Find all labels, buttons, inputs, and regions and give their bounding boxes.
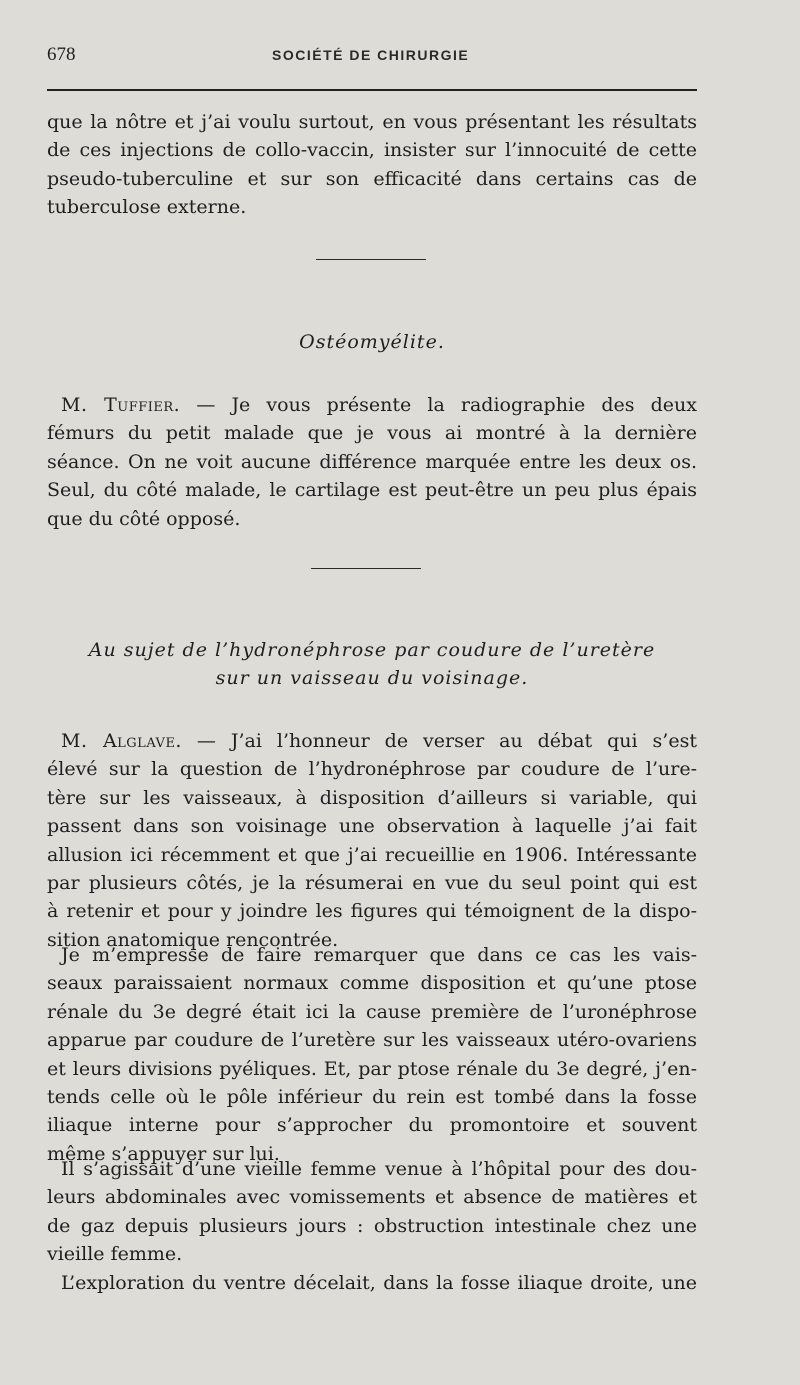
text-line: séance. On ne voit aucune différence marquée entre les deux os. [47,450,697,473]
tuffier-paragraph [47,391,697,533]
text-line: M. Tuffier. — Je vous présente la radiographie des deux [61,394,698,416]
header-rule [47,89,697,91]
text-line: élevé sur la question de l’hydronéphrose par coudure de l’ure- [47,758,697,781]
text-line: à retenir et pour y joindre les figures qui témoignent de la dispo- [47,900,697,923]
alglave-paragraph-1 [47,727,697,954]
text-line: L’exploration du ventre décelait, dans la fosse iliaque droite, une [61,1272,697,1294]
section-title-osteomyelite: Ostéomyélite. [299,331,445,353]
text-line: passent dans son voisinage une observation à laquelle j’ai fait [47,815,697,838]
section-title-line: sur un vaisseau du voisinage. [215,667,529,689]
alglave-paragraph-3 [47,1155,697,1269]
text-line: Il s’agissait d’une vieille femme venue à l’hôpital pour des dou- [61,1158,697,1180]
text-line: pseudo-tuberculine et sur son efficacité dans certains cas de [47,167,697,190]
intro-paragraph [47,108,697,222]
text-line: et leurs divisions pyéliques. Et, par ptose rénale du 3e degré, j’en- [47,1057,697,1080]
text-line: même s’appuyer sur lui. [47,1142,280,1165]
section-title-line: Au sujet de l’hydronéphrose par coudure de l’uretère [88,639,656,661]
text-line: sition anatomique rencontrée. [47,928,339,951]
section-divider [316,259,426,260]
text-line: de ces injections de collo-vaccin, insister sur l’innocuité de cette [47,139,697,162]
speaker-name: M. Tuffier. [61,394,181,416]
text-line: vieille femme. [47,1243,183,1266]
text-line: fémurs du petit malade que je vous ai montré à la dernière [47,422,697,445]
text-line: rénale du 3e degré était ici la cause première de l’uronéphrose [47,1000,697,1023]
text-line: par plusieurs côtés, je la résumerai en vue du seul point qui est [47,872,697,895]
text-line: tends celle où le pôle inférieur du rein est tombé dans la fosse [47,1086,697,1109]
text-line: leurs abdominales avec vomissements et absence de matières et [47,1186,697,1209]
text-line: Seul, du côté malade, le cartilage est peut-être un peu plus épais [47,479,697,502]
text-line: seaux paraissaient normaux comme disposition et qu’une ptose [47,972,697,995]
running-head [47,44,697,72]
text-line: iliaque interne pour s’approcher du promontoire et souvent [47,1114,697,1137]
journal-title: SOCIÉTÉ DE CHIRURGIE [272,47,470,63]
alglave-paragraph-2 [47,941,697,1168]
text-line: tère sur les vaisseaux, à disposition d’ailleurs si variable, qui [47,786,697,809]
text-line: que du côté opposé. [47,507,241,530]
page-number: 678 [47,44,76,65]
section-divider [311,568,421,569]
text-line: que la nôtre et j’ai voulu surtout, en vous présentant les résultats [47,111,697,133]
text-line: M. Alglave. — J’ai l’honneur de verser au débat qui s’est [61,730,697,752]
text-line: tuberculose externe. [47,196,247,219]
text-line: allusion ici récemment et que j’ai recueillie en 1906. Intéressante [47,843,697,866]
alglave-paragraph-4 [47,1269,697,1297]
text-line: apparue par coudure de l’uretère sur les vaisseaux utéro-ovariens [47,1029,697,1052]
speaker-name: M. Alglave. [61,730,182,752]
section-title-hydronephrose [47,636,697,692]
text-line: de gaz depuis plusieurs jours : obstruction intestinale chez une [47,1214,697,1237]
text-line: Je m’empresse de faire remarquer que dans ce cas les vais- [61,944,697,966]
